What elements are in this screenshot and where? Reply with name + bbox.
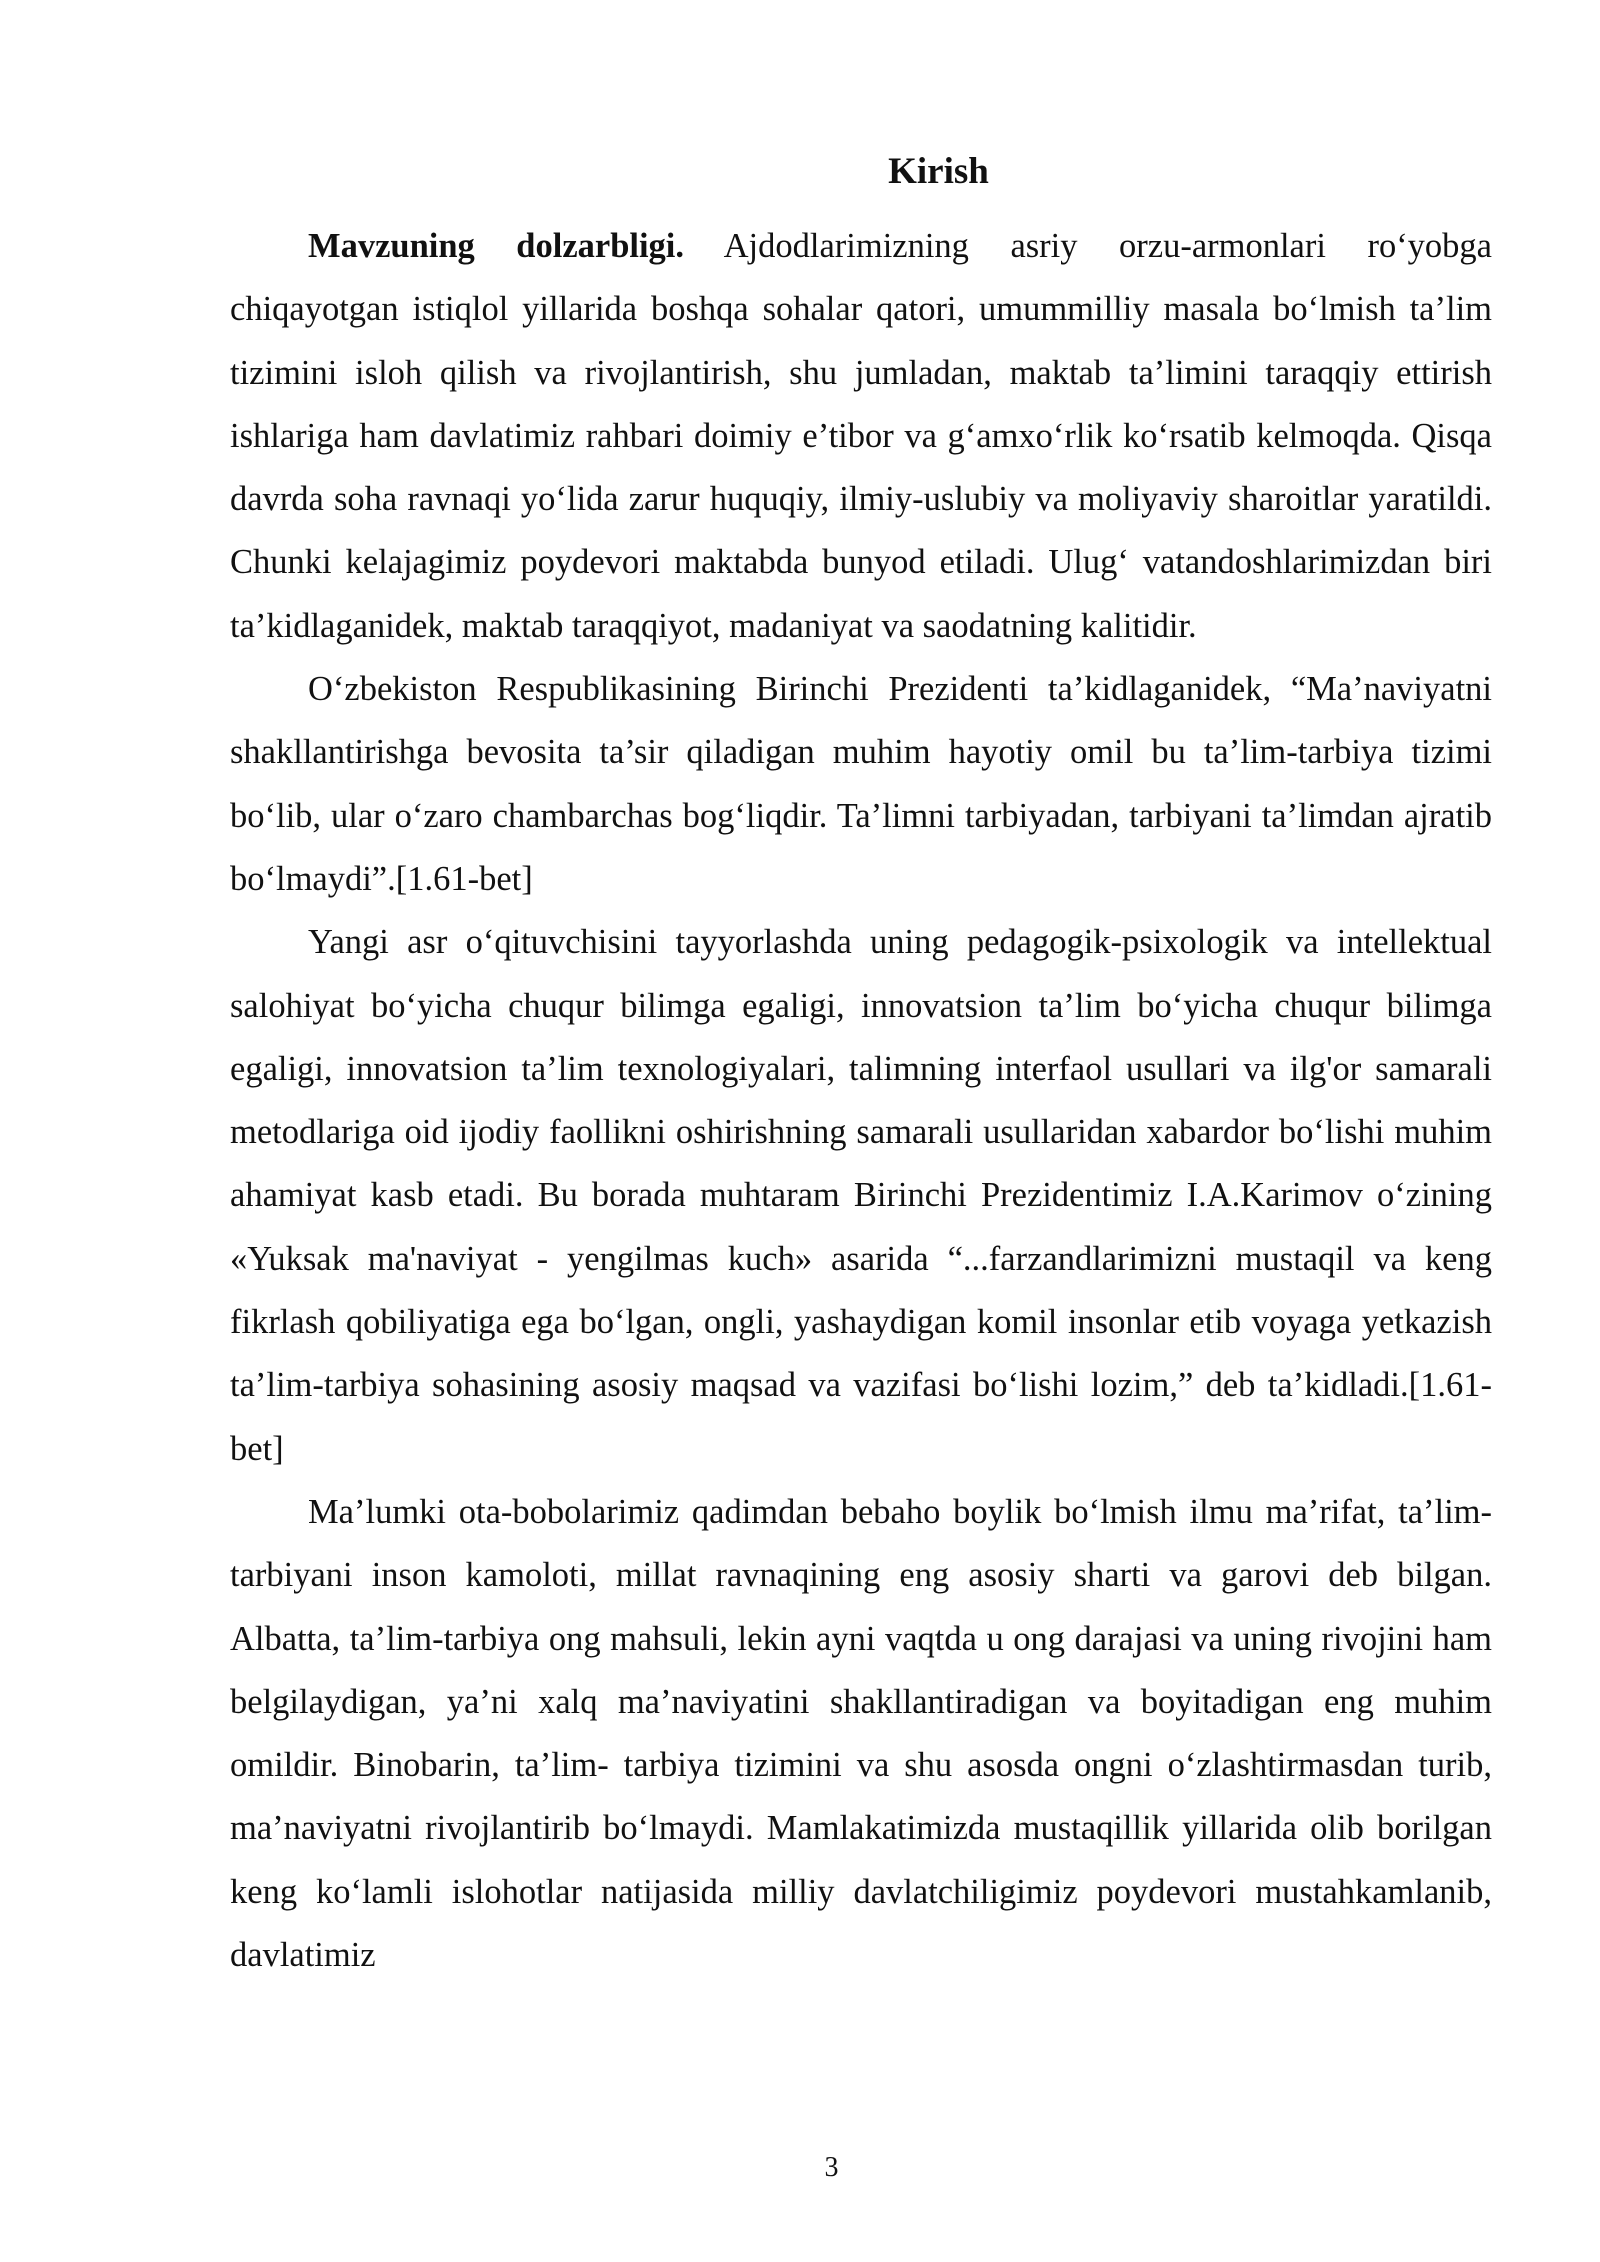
paragraph-text: Ma’lumki ota-bobolarimiz qadimdan bebaho boylik bo‘lmish ilmu ma’rifat, ta’lim-tarbiyani inson kamoloti, millat ravnaqining eng asosiy sharti va garovi deb bilgan. Albatta, ta’lim-tarbiya ong mahsuli, lekin ayni vaqtda u ong darajasi va uning rivojini ham belgilaydigan, ya’ni xalq ma’naviyatini shakllantiradigan va boyitadigan eng muhim omildir. Binobarin, ta’lim- tarbiya tizimini va shu asosda ongni o‘zlashtirmasdan turib, ma’naviyatni rivojlantirib bo‘lmaydi. Mamlakatimizda mustaqillik yillarida olib borilgan keng ko‘lamli islohotlar natijasida milliy davlatchiligimiz poydevori mustahkamlanib, davlatimiz	[230, 1492, 1492, 1975]
page-number: 3	[824, 2152, 839, 2183]
document-page	[230, 150, 1492, 1987]
paragraph-text: Ajdodlarimizning asriy orzu-armonlari ro‘yobga chiqayotgan istiqlol yillarida boshqa sohalar qatori, umummilliy masala bo‘lmish ta’lim tizimini isloh qilish va rivojlantirish, shu jumladan, maktab ta’limini taraqqiy ettirish ishlariga ham davlatimiz rahbari doimiy e’tibor va g‘amxo‘rlik ko‘rsatib kelmoqda. Qisqa davrda soha ravnaqi yo‘lida zarur huquqiy, ilmiy-uslubiy va moliyaviy sharoitlar yaratildi. Chunki kelajagimiz poydevori maktabda bunyod etiladi. Ulug‘ vatandoshlarimizdan biri ta’kidlaganidek, maktab taraqqiyot, madaniyat va saodatning kalitidir.	[230, 227, 1492, 645]
paragraph-president-quote	[230, 658, 1492, 911]
paragraph-text: Yangi asr o‘qituvchisini tayyorlashda uning pedagogik-psixologik va intellektual salohiyat bo‘yicha chuqur bilimga egaligi, innovatsion ta’lim bo‘yicha chuqur bilimga egaligi, innovatsion ta’lim texnologiyalari, talimning interfaol usullari va ilg'or samarali metodlariga oid ijodiy faollikni oshirishning samarali usullaridan xabardor bo‘lishi muhim ahamiyat kasb etadi. Bu borada muhtaram Birinchi Prezidentimiz I.A.Karimov o‘zining «Yuksak ma'naviyat - yengilmas kuch» asarida “...farzandlarimizni mustaqil va keng fikrlash qobiliyatiga ega bo‘lgan, ongli, yashaydigan komil insonlar etib voyaga yetkazish ta’lim-tarbiya sohasining asosiy maqsad va vazifasi bo‘lishi lozim,” deb ta’kidladi.[1.61-bet]	[230, 923, 1492, 1468]
section-title: Kirish	[888, 151, 989, 192]
paragraph-lead: Mavzuning dolzarbligi.	[308, 227, 685, 265]
paragraph-text: O‘zbekiston Respublikasining Birinchi Prezidenti ta’kidlaganidek, “Ma’naviyatni shakllantirishga bevosita ta’sir qiladigan muhim hayotiy omil bu ta’lim-tarbiya tizimi bo‘lib, ular o‘zaro chambarchas bog‘liqdir. Ta’limni tarbiyadan, tarbiyani ta’limdan ajratib bo‘lmaydi”.[1.61-bet]	[230, 670, 1492, 898]
paragraph-teacher-training	[230, 911, 1492, 1481]
paragraph-ancestors	[230, 1481, 1492, 1987]
paragraph-relevance	[230, 215, 1492, 658]
